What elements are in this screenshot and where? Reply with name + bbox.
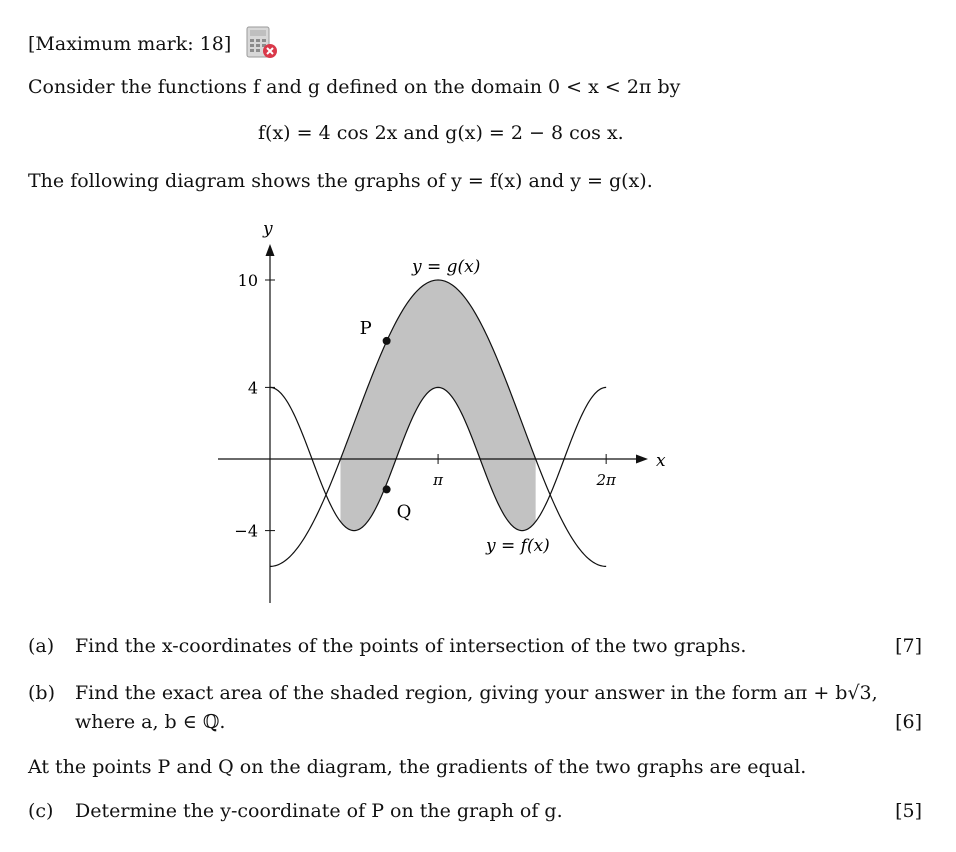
y-tick-label: 10 — [237, 271, 258, 290]
point-p — [383, 337, 391, 345]
max-mark: [Maximum mark: 18] — [28, 33, 232, 55]
question-c-label: (c) — [28, 800, 54, 822]
question-b-marks: [6] — [895, 711, 922, 733]
question-c-marks: [5] — [895, 800, 922, 822]
point-label-p: P — [359, 317, 372, 339]
diagram-intro: The following diagram shows the graphs of y = f(x) and y = g(x). — [28, 170, 653, 192]
y-axis-arrow — [266, 244, 275, 256]
calculator-not-allowed-icon — [246, 26, 272, 60]
y-tick-label: −4 — [234, 521, 258, 541]
point-label-q: Q — [396, 501, 412, 523]
function-graph — [0, 200, 956, 620]
x-axis-arrow — [636, 455, 648, 464]
y-axis-label: y — [263, 219, 273, 239]
x-tick-label: 2π — [596, 471, 616, 489]
x-tick-label: π — [433, 471, 444, 489]
label-g: y = g(x) — [412, 257, 481, 277]
question-a-marks: [7] — [895, 635, 922, 657]
point-q — [383, 485, 391, 493]
x-axis-label: x — [656, 451, 666, 471]
question-b-text-2: where a, b ∈ ℚ. — [75, 711, 226, 733]
question-a-text: Find the x-coordinates of the points of intersection of the two graphs. — [75, 635, 747, 657]
y-tick-label: 4 — [247, 378, 258, 398]
function-definitions: f(x) = 4 cos 2x and g(x) = 2 − 8 cos x. — [258, 122, 624, 144]
question-b-label: (b) — [28, 682, 55, 704]
label-f: y = f(x) — [486, 536, 550, 556]
question-a-label: (a) — [28, 635, 55, 657]
gradient-statement: At the points P and Q on the diagram, the gradients of the two graphs are equal. — [28, 756, 807, 778]
question-b-text: Find the exact area of the shaded region, giving your answer in the form aπ + b√3, — [75, 682, 878, 704]
question-c-text: Determine the y-coordinate of P on the graph of g. — [75, 800, 563, 822]
intro-consider: Consider the functions f and g defined on the domain 0 < x < 2π by — [28, 76, 681, 98]
